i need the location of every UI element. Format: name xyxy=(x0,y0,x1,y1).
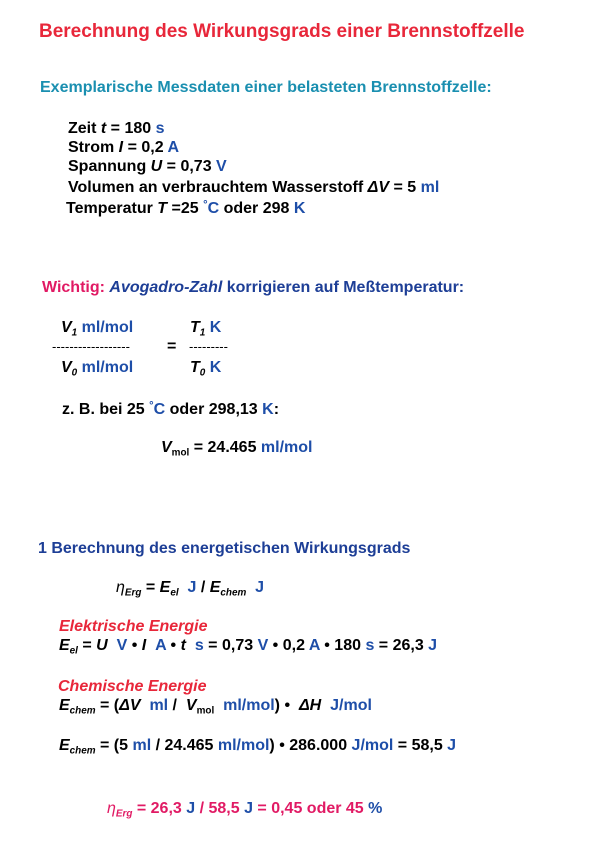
vmol-value: = 24.465 xyxy=(189,439,261,456)
current-unit: A xyxy=(308,637,320,654)
e-chem-symbol: E xyxy=(209,579,221,596)
u-symbol: U xyxy=(96,637,108,654)
dv-symbol: ΔV xyxy=(119,697,141,714)
vmol-subscript: mol xyxy=(171,447,190,459)
temperatur-value: =25 xyxy=(167,200,204,218)
volumen-line xyxy=(68,179,439,197)
v0-subscript: 0 xyxy=(71,367,78,379)
chemical-energy-values xyxy=(59,737,456,756)
echem2-symbol: E xyxy=(59,737,70,754)
v1-symbol: V xyxy=(61,319,72,336)
result-eta-symbol: η xyxy=(107,800,116,817)
spannung-unit: V xyxy=(216,158,227,175)
result-unit-2: J xyxy=(244,800,253,817)
vmol2-symbol: V xyxy=(185,697,197,714)
zeit-value: = 180 xyxy=(106,120,156,137)
voltage-unit: V xyxy=(257,637,269,654)
strom-line xyxy=(68,139,179,157)
example-prefix: z. B. bei 25 xyxy=(62,401,150,419)
time-unit: s xyxy=(365,637,375,654)
fraction-equals: = xyxy=(167,338,177,355)
i-symbol: I xyxy=(141,637,147,654)
page-title: Berechnung des Wirkungsgrads einer Brennstoffzelle xyxy=(39,21,525,42)
vmol-unit: ml/mol xyxy=(260,439,313,456)
fraction-v0 xyxy=(61,359,133,378)
vmol-symbol: V xyxy=(161,439,172,456)
volumen-label: Volumen an verbrauchtem Wasserstoff xyxy=(68,179,368,196)
volumen-symbol: ΔV xyxy=(367,179,390,196)
eel-symbol: E xyxy=(59,637,70,654)
t1-symbol: T xyxy=(190,319,200,336)
dh-symbol: ΔH xyxy=(298,697,322,714)
strom-label: Strom xyxy=(68,139,119,156)
fraction-t1 xyxy=(190,319,221,338)
echem-symbol: E xyxy=(59,697,70,714)
dv-unit: ml xyxy=(149,697,169,714)
eel-eq: = xyxy=(77,637,97,654)
echem-subscript: chem xyxy=(69,705,96,717)
vmol-line xyxy=(161,439,312,458)
result-eta-subscript: Erg xyxy=(115,808,133,820)
result-value-3: = 0,45 oder 45 xyxy=(252,800,369,817)
spannung-label: Spannung xyxy=(68,158,151,175)
temperatur-label: Temperatur xyxy=(66,200,158,218)
e-el-unit: J xyxy=(187,579,197,596)
t0-unit: K xyxy=(205,359,222,376)
spannung-symbol: U xyxy=(150,158,163,175)
t-unit: s xyxy=(194,637,204,654)
kelvin-unit: K xyxy=(293,200,306,218)
e-chem-unit: J xyxy=(255,579,265,596)
temperatur-line xyxy=(66,199,305,218)
example-kelvin-unit: K xyxy=(262,401,274,419)
fraction-t0 xyxy=(190,359,221,378)
chemical-energy-heading: Chemische Energie xyxy=(58,678,207,695)
electric-energy-heading: Elektrische Energie xyxy=(59,618,208,635)
strom-symbol: I xyxy=(118,139,124,156)
formula-slash: / xyxy=(196,579,210,596)
e-el-symbol: E xyxy=(159,579,171,596)
echem-open: = ( xyxy=(95,697,120,714)
fraction-line-right: --------- xyxy=(189,339,228,354)
avogadro-heading xyxy=(42,279,464,297)
volumen-unit: ml xyxy=(420,179,440,196)
t0-symbol: T xyxy=(190,359,200,376)
strom-value: = 0,2 xyxy=(123,139,168,156)
spannung-value: = 0,73 xyxy=(162,158,217,175)
t1-subscript: 1 xyxy=(199,327,206,339)
v0-unit: ml/mol xyxy=(77,359,134,376)
e-chem-subscript: chem xyxy=(220,587,247,599)
electric-energy-line xyxy=(59,637,437,656)
t-symbol: t xyxy=(180,637,186,654)
eta-symbol: η xyxy=(116,579,125,596)
measurement-heading: Exemplarische Messdaten einer belasteten Brennstoffzelle: xyxy=(40,79,492,96)
vmol2-subscript: mol xyxy=(196,705,215,717)
value-result: = 26,3 xyxy=(374,637,429,654)
u-unit: V xyxy=(116,637,128,654)
eel-subscript: el xyxy=(69,645,78,657)
chem2-close: ) xyxy=(269,737,280,754)
chemical-energy-formula xyxy=(59,697,372,716)
example-colon: : xyxy=(273,401,280,419)
chem2-mlmol-unit: ml/mol xyxy=(217,737,270,754)
i-unit: A xyxy=(155,637,167,654)
zeit-label: Zeit xyxy=(68,120,101,137)
zeit-symbol: t xyxy=(100,120,107,137)
efficiency-formula xyxy=(116,579,264,598)
result-value-2: / 58,5 xyxy=(195,800,245,817)
fraction-v1 xyxy=(61,319,133,338)
result-value-1: = 26,3 xyxy=(132,800,187,817)
celsius-unit: C xyxy=(207,200,220,218)
degree-sign: ° xyxy=(203,199,208,211)
example-line xyxy=(62,400,279,419)
example-degree: ° xyxy=(149,400,154,412)
temperatur-kelvin-value: oder 298 xyxy=(219,200,294,218)
temperatur-symbol: T xyxy=(157,200,168,218)
chem2-enthalpy-value: 286.000 xyxy=(284,737,352,754)
eta-subscript: Erg xyxy=(124,587,142,599)
chem2-dot: • xyxy=(279,737,285,754)
chem2-result: = 58,5 xyxy=(393,737,448,754)
spannung-line xyxy=(68,158,227,176)
t0-subscript: 0 xyxy=(199,367,206,379)
vmol2-unit: ml/mol xyxy=(223,697,275,714)
dh-unit: J/mol xyxy=(330,697,372,714)
chem2-vmol-value: / 24.465 xyxy=(151,737,218,754)
avogadro-instruction: korrigieren auf Meßtemperatur: xyxy=(222,279,465,296)
value-current: • 0,2 xyxy=(268,637,309,654)
result-percent: % xyxy=(368,800,383,817)
value-time: • 180 xyxy=(319,637,366,654)
echem2-subscript: chem xyxy=(69,745,96,757)
chem2-result-unit: J xyxy=(447,737,457,754)
v1-unit: ml/mol xyxy=(77,319,134,336)
e-el-subscript: el xyxy=(170,587,179,599)
volumen-value: = 5 xyxy=(389,179,421,196)
zeit-line xyxy=(68,120,165,138)
zeit-unit: s xyxy=(155,120,165,137)
strom-unit: A xyxy=(167,139,180,156)
example-kelvin-value: oder 298,13 xyxy=(165,401,263,419)
efficiency-result xyxy=(107,800,382,819)
dot-1: • xyxy=(127,637,142,654)
chem2-open: = (5 xyxy=(95,737,133,754)
example-celsius: C xyxy=(153,401,166,419)
chem2-jmol-unit: J/mol xyxy=(351,737,394,754)
value-voltage: = 0,73 xyxy=(203,637,258,654)
v0-symbol: V xyxy=(61,359,72,376)
wichtig-label: Wichtig: xyxy=(42,279,110,296)
result-unit: J xyxy=(428,637,438,654)
chem-dot: • xyxy=(284,697,291,714)
fraction-line-left: ------------------ xyxy=(52,339,130,354)
chem-slash: / xyxy=(168,697,182,714)
avogadro-name: Avogadro-Zahl xyxy=(109,279,223,296)
chem2-ml-unit: ml xyxy=(132,737,152,754)
v1-subscript: 1 xyxy=(71,327,78,339)
dot-2: • xyxy=(166,637,181,654)
formula-equals: = xyxy=(141,579,160,596)
chem-close: ) xyxy=(274,697,285,714)
section1-heading: 1 Berechnung des energetischen Wirkungsgrads xyxy=(38,540,411,557)
result-unit-1: J xyxy=(186,800,196,817)
t1-unit: K xyxy=(205,319,222,336)
